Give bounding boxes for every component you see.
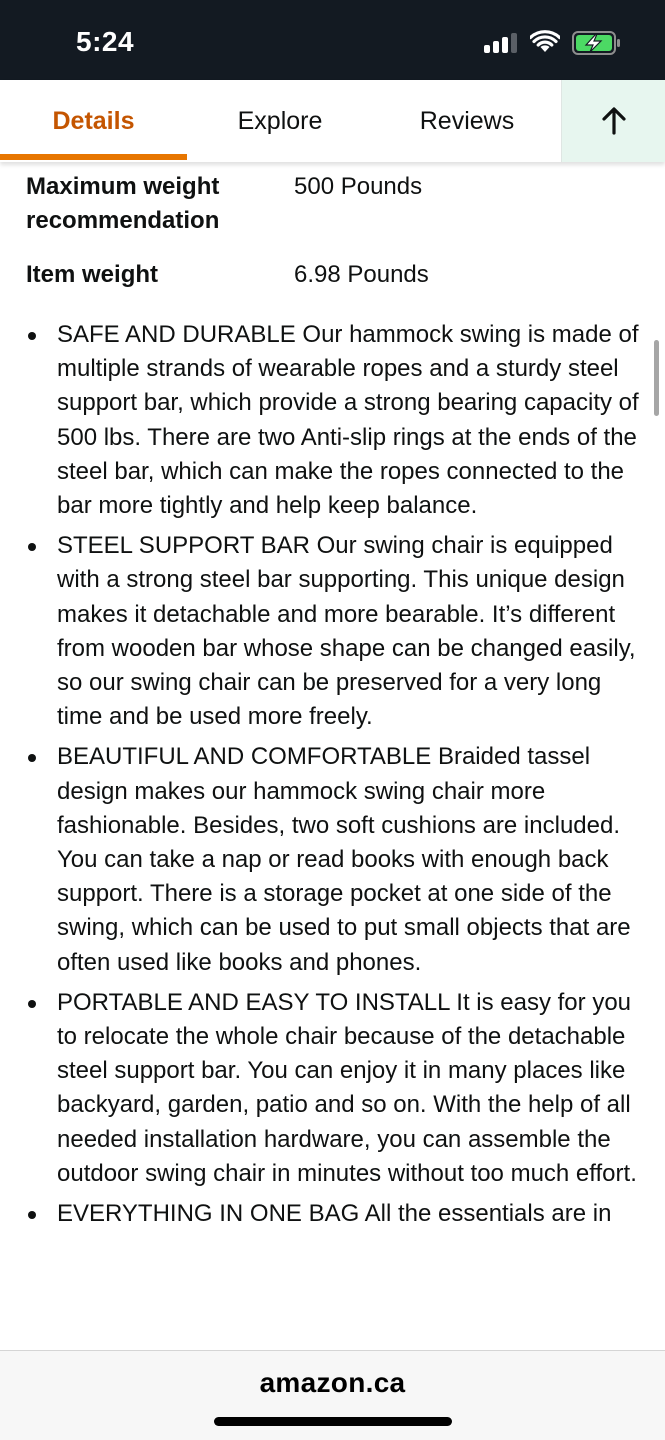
feature-bullets: [26, 318, 646, 1237]
spec-value: 500 Pounds: [294, 173, 423, 200]
spec-value: 6.98 Pounds: [294, 261, 429, 288]
spec-label: Maximum weight recommendation: [26, 173, 220, 234]
spec-label: Item weight: [26, 261, 159, 288]
feature-bullet: SAFE AND DURABLE Our hammock swing is made of multiple strands of wearable ropes and a sturdy steel support bar, which provide a strong bearing capacity of 500 lbs. There are two Anti-slip rings at the ends of the steel bar, which can make the ropes connected to the bar more tightly and help keep balance.: [26, 318, 646, 523]
tab-details[interactable]: Details: [52, 106, 135, 135]
feature-bullet: EVERYTHING IN ONE BAG All the essentials are in: [26, 1197, 646, 1231]
battery-charging-icon: [572, 31, 622, 55]
status-time: 5:24: [76, 26, 135, 57]
feature-bullet: STEEL SUPPORT BAR Our swing chair is equipped with a strong steel bar supporting. This unique design makes it detachable and more bearable. It’s different from wooden bar whose shape can be changed easily, so our swing chair can be preserved for a very long time and be used more freely.: [26, 529, 646, 734]
feature-bullet: PORTABLE AND EASY TO INSTALL It is easy for you to relocate the whole chair because of the detachable steel support bar. You can enjoy it in many places like backyard, garden, patio and so on. With the help of all needed installation hardware, you can assemble the outdoor swing chair in minutes without too much effort.: [26, 986, 646, 1191]
spec-row-max-weight: [26, 170, 646, 240]
status-bar: [0, 0, 665, 80]
product-details-content: [0, 162, 665, 1350]
url-text[interactable]: amazon.ca: [259, 1367, 406, 1398]
spec-row-item-weight: [26, 258, 646, 292]
active-tab-indicator: [0, 154, 187, 160]
tab-explore[interactable]: Explore: [237, 106, 323, 135]
tab-bar: [0, 80, 665, 162]
scrollbar[interactable]: [654, 340, 659, 416]
feature-bullet: BEAUTIFUL AND COMFORTABLE Braided tassel design makes our hammock swing chair more fashionable. Besides, two soft cushions are included. You can take a nap or read books with enough back support. There is a storage pocket at one side of the swing, which can be used to put small objects that are often used like books and phones.: [26, 740, 646, 979]
home-indicator[interactable]: [214, 1417, 452, 1426]
wifi-icon: [530, 30, 560, 54]
tab-reviews[interactable]: Reviews: [419, 106, 515, 135]
arrow-up-icon: [599, 106, 629, 136]
cellular-signal-icon: [484, 33, 520, 53]
browser-address-bar[interactable]: [0, 1350, 665, 1440]
scroll-to-top-button[interactable]: [561, 80, 665, 162]
